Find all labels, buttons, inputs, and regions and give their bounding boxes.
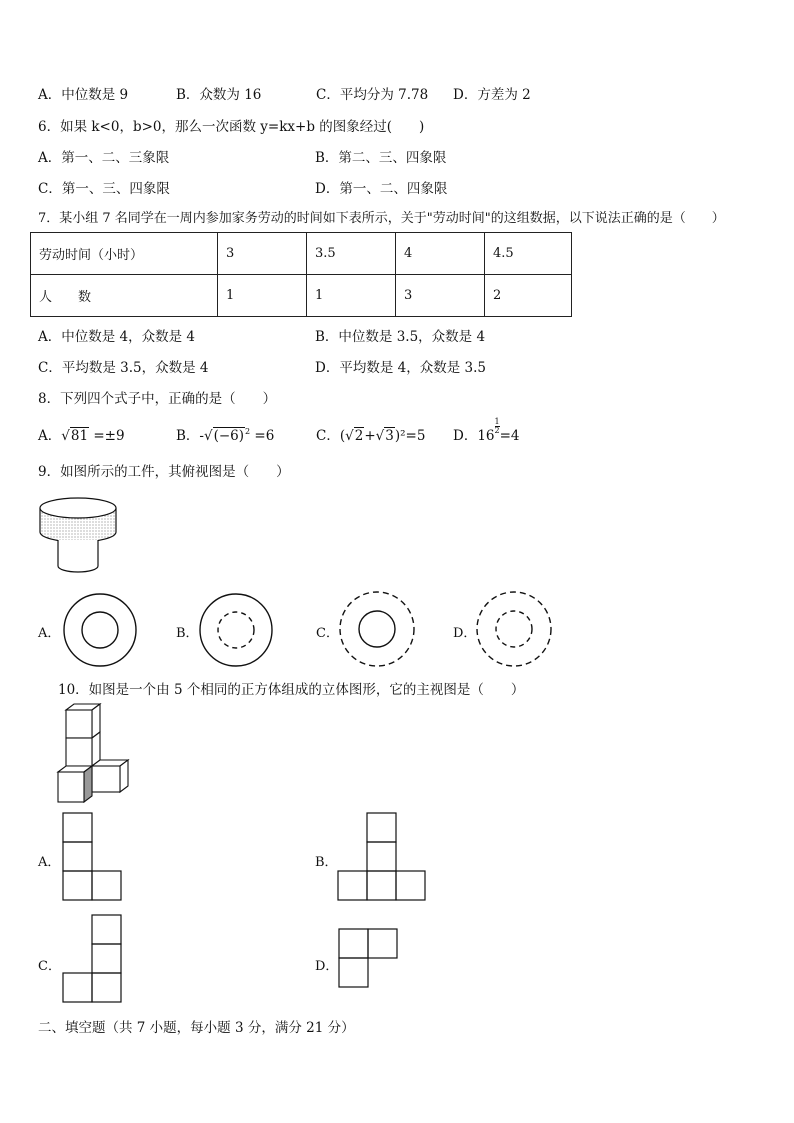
q10-option-b-label: B． [315,855,338,870]
q6-option-c: C．第一、三、四象限 [38,181,170,197]
table-cell: 人 数 [31,275,218,317]
q10-option-c-figure [62,914,124,1006]
workpiece-figure [38,494,118,576]
table-header-cell: 3 [218,233,307,275]
q10-option-d-label: D． [315,959,339,974]
q9-option-b-figure [198,592,274,668]
q7-option-c: C．平均数是 3.5，众数是 4 [38,360,209,376]
q5-option-b: B．众数为 16 [176,87,262,103]
q9-option-d-label: D． [453,626,477,641]
table-header-cell: 劳动时间（小时） [31,233,218,275]
q6-option-b: B．第二、三、四象限 [315,150,447,166]
q10-option-d-figure [338,928,400,990]
q8-option-d: D．$16\frac{1}{2}$ =4 [453,417,520,444]
q5-option-a: A．中位数是 9 [38,87,129,103]
table-cell: 3 [396,275,485,317]
q7-table [30,232,572,317]
cube-stack-figure [52,702,134,804]
q10-option-a-label: A． [38,855,61,870]
q10-stem: 10．如图是一个由 5 个相同的正方体组成的立体图形，它的主视图是（ ） [58,682,525,698]
q5-option-d: D．方差为 2 [453,87,531,103]
q7-option-a: A．中位数是 4，众数是 4 [38,329,196,345]
q8-stem: 8．下列四个式子中，正确的是（ ） [38,391,277,407]
table-cell: 1 [218,275,307,317]
q8-option-a: A．√81 =±9 [38,428,125,444]
q10-option-a-figure [62,812,124,902]
q9-option-d-figure [475,590,553,668]
table-header-cell: 3.5 [307,233,396,275]
q9-option-b-label: B． [176,626,199,641]
q8-option-b: B．$-√(-6)^2 =6$ [176,427,275,444]
q7-option-d: D．平均数是 4，众数是 3.5 [315,360,486,376]
q6-option-a: A．第一、二、三象限 [38,150,170,166]
q5-option-c: C．平均分为 7.78 [316,87,429,103]
table-header-cell: 4.5 [485,233,572,275]
q9-option-c-label: C． [316,626,339,641]
q9-option-a-figure [62,592,138,668]
q10-option-c-label: C． [38,959,61,974]
q8-option-c: C．(√2+√3)²=5 [316,428,426,444]
q9-option-a-label: A． [38,626,61,641]
q10-option-b-figure [337,812,429,902]
section-heading: 二、填空题（共 7 小题，每小题 3 分，满分 21 分） [38,1020,355,1036]
q6-option-d: D．第一、二、四象限 [315,181,448,197]
q9-stem: 9．如图所示的工件，其俯视图是（ ） [38,464,290,480]
table-cell: 1 [307,275,396,317]
q7-stem: 7．某小组 7 名同学在一周内参加家务劳动的时间如下表所示，关于"劳动时间"的这组数据，以下说法正确的是（ ） [38,211,725,226]
table-header-cell: 4 [396,233,485,275]
q9-option-c-figure [338,590,416,668]
table-cell: 2 [485,275,572,317]
q6-stem: 6．如果 k<0，b>0，那么一次函数 y=kx+b 的图象经过( ) [38,119,425,135]
q7-option-b: B．中位数是 3.5，众数是 4 [315,329,486,345]
